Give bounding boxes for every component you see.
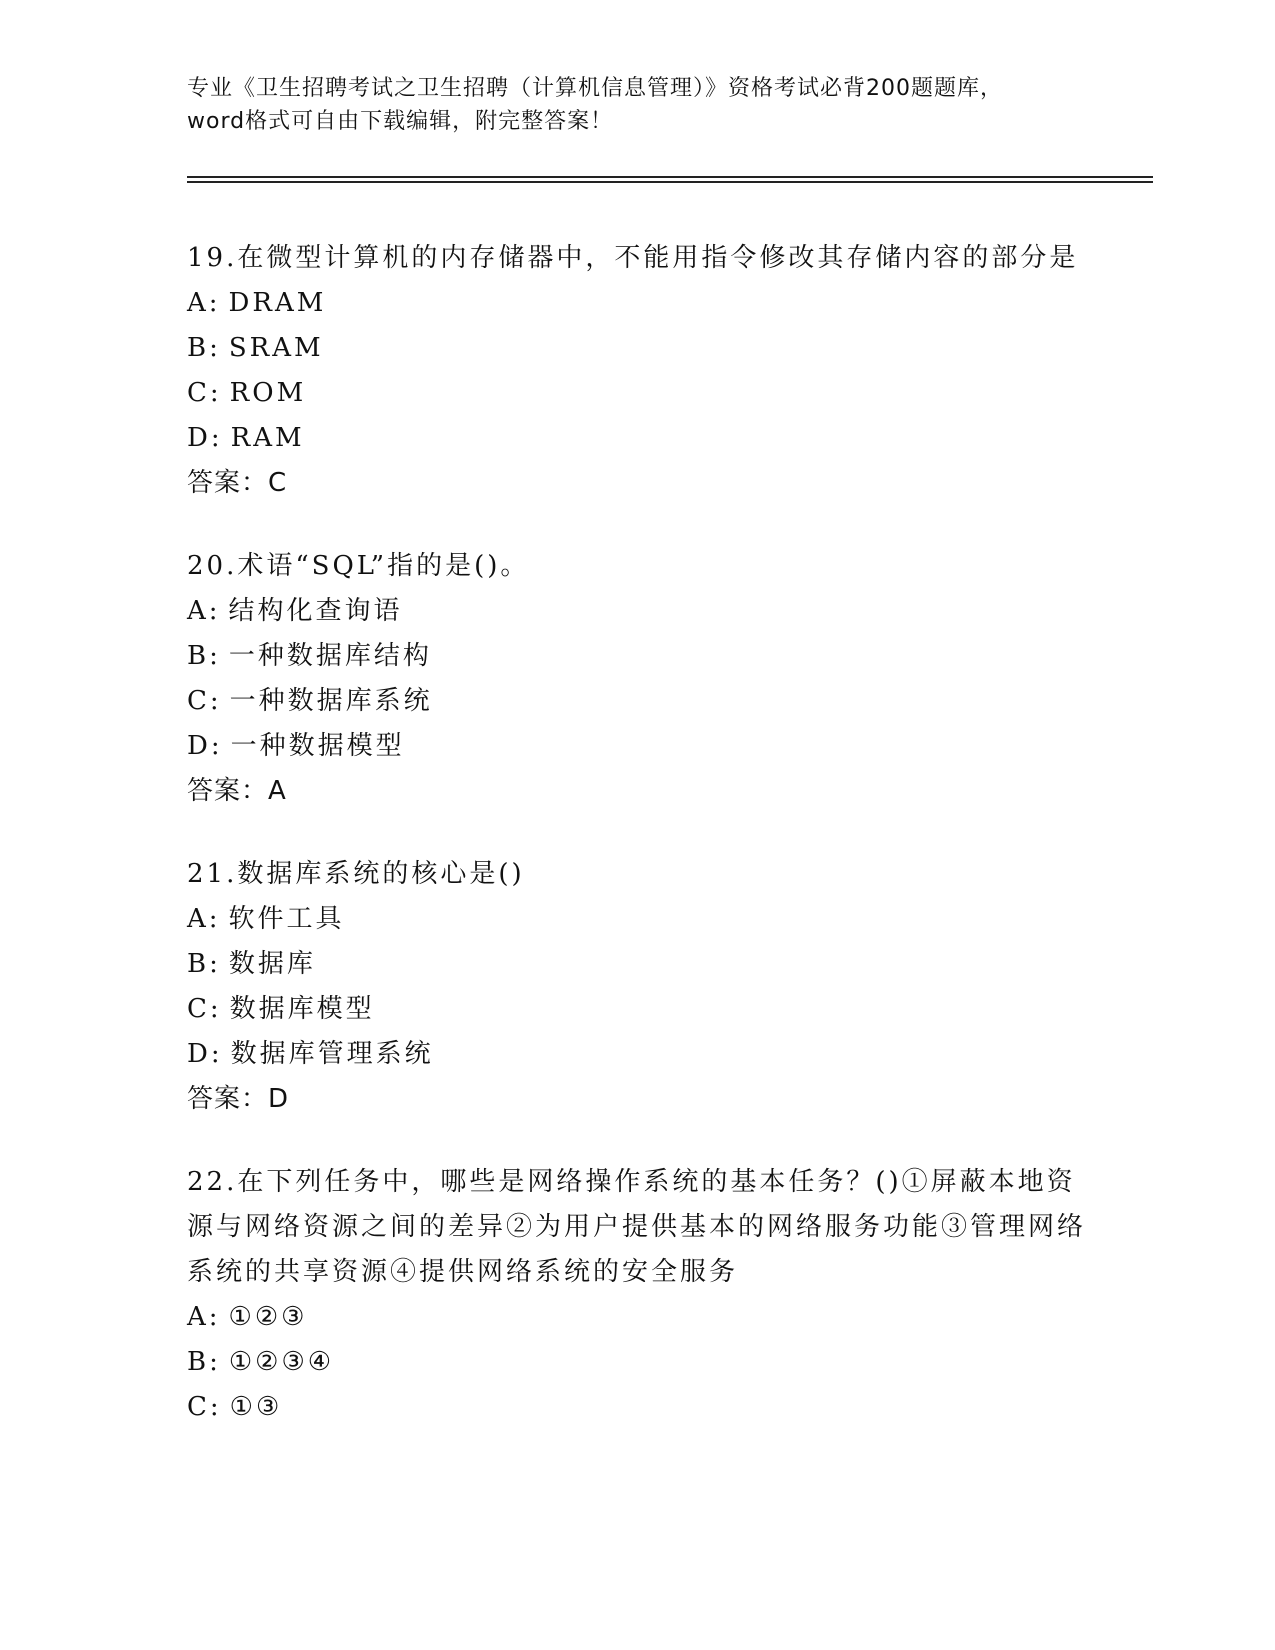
- option-separator: :: [209, 686, 222, 716]
- question-stem: 21.数据库系统的核心是(): [187, 859, 525, 889]
- option-text: DRAM: [228, 288, 327, 318]
- question-19: [187, 236, 1087, 506]
- header-line-1: 专业《卫生招聘考试之卫生招聘（计算机信息管理）》资格考试必背200题题库，: [187, 76, 1003, 101]
- answer-line: 答案：C: [187, 468, 288, 498]
- option-letter: C: [187, 994, 210, 1024]
- question-stem: 22.在下列任务中，哪些是网络操作系统的基本任务？()①屏蔽本地资源与网络资源之间的差异②为用户提供基本的网络服务功能③管理网络系统的共享资源④提供网络系统的安全服务: [187, 1167, 1087, 1287]
- option-letter: B: [187, 949, 210, 979]
- option-b: [187, 1340, 1087, 1385]
- document-header: [187, 72, 1087, 138]
- option-b: [187, 634, 1087, 679]
- option-letter: D: [187, 423, 211, 453]
- option-separator: :: [209, 1392, 222, 1422]
- option-separator: :: [209, 641, 221, 671]
- header-divider-bottom: [187, 181, 1153, 183]
- header-line-2: word格式可自由下载编辑，附完整答案！: [187, 109, 614, 134]
- option-separator: :: [208, 288, 221, 318]
- option-text: ROM: [229, 378, 307, 408]
- option-letter: D: [187, 731, 211, 761]
- option-text: 软件工具: [228, 904, 345, 934]
- answer-line: 答案：D: [187, 1084, 290, 1114]
- option-letter: A: [187, 904, 209, 934]
- option-text: RAM: [230, 423, 305, 453]
- option-letter: B: [187, 641, 210, 671]
- question-20: [187, 544, 1087, 814]
- option-a: [187, 1295, 1087, 1340]
- option-c: [187, 987, 1087, 1032]
- option-d: [187, 724, 1087, 769]
- option-separator: :: [210, 731, 223, 761]
- option-text: 一种数据库结构: [228, 641, 432, 671]
- option-separator: :: [208, 904, 221, 934]
- option-letter: C: [187, 378, 210, 408]
- option-letter: A: [187, 596, 209, 626]
- option-separator: :: [210, 423, 223, 453]
- option-c: [187, 679, 1087, 724]
- option-text: ①②③④: [228, 1347, 335, 1377]
- option-text: ①②③: [228, 1302, 308, 1332]
- option-letter: C: [187, 1392, 210, 1422]
- option-a: [187, 897, 1087, 942]
- option-letter: C: [187, 686, 210, 716]
- option-separator: :: [209, 378, 222, 408]
- option-d: [187, 416, 1087, 461]
- question-stem: 19.在微型计算机的内存储器中，不能用指令修改其存储内容的部分是: [187, 243, 1079, 273]
- question-stem: 20.术语“SQL”指的是()。: [187, 551, 530, 581]
- option-separator: :: [208, 596, 221, 626]
- option-text: 结构化查询语: [228, 596, 403, 626]
- option-separator: :: [209, 1347, 221, 1377]
- option-text: 数据库管理系统: [230, 1039, 434, 1069]
- option-letter: A: [187, 288, 209, 318]
- option-d: [187, 1032, 1087, 1077]
- option-text: 数据库模型: [229, 994, 375, 1024]
- option-letter: A: [187, 1302, 209, 1332]
- option-separator: :: [209, 949, 221, 979]
- option-letter: B: [187, 333, 210, 363]
- option-separator: :: [209, 994, 222, 1024]
- option-separator: :: [208, 1302, 221, 1332]
- option-text: 一种数据模型: [230, 731, 405, 761]
- option-separator: :: [210, 1039, 223, 1069]
- option-b: [187, 942, 1087, 987]
- option-a: [187, 281, 1087, 326]
- header-divider-top: [187, 176, 1153, 178]
- option-c: [187, 371, 1087, 416]
- answer-line: 答案：A: [187, 776, 287, 806]
- option-text: SRAM: [228, 333, 324, 363]
- option-c: [187, 1385, 1087, 1430]
- option-text: 数据库: [228, 949, 316, 979]
- option-b: [187, 326, 1087, 371]
- question-22: [187, 1160, 1087, 1430]
- option-text: ①③: [229, 1392, 283, 1422]
- option-a: [187, 589, 1087, 634]
- question-21: [187, 852, 1087, 1122]
- option-letter: D: [187, 1039, 211, 1069]
- option-text: 一种数据库系统: [229, 686, 433, 716]
- question-list: [187, 236, 1087, 1468]
- option-letter: B: [187, 1347, 210, 1377]
- option-separator: :: [209, 333, 221, 363]
